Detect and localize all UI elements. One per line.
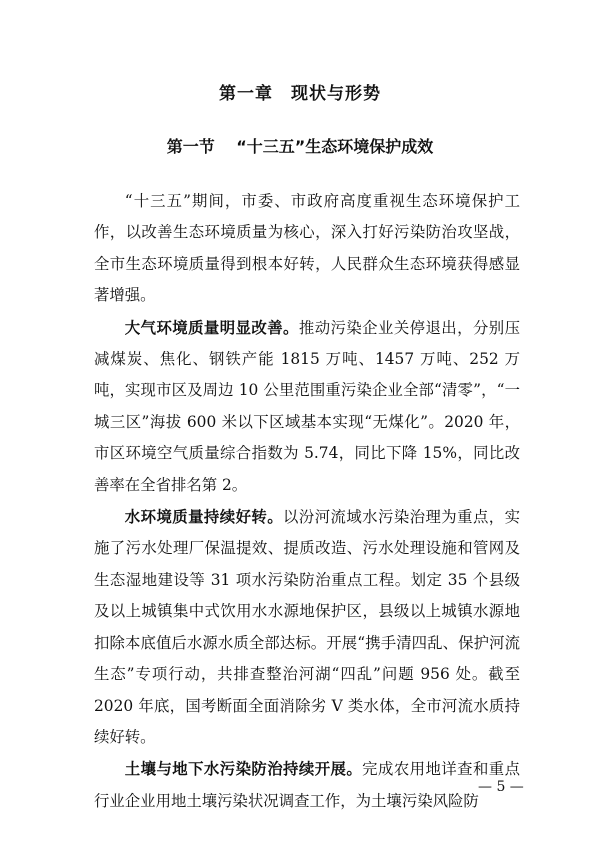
paragraph-air-quality bbox=[94, 313, 520, 501]
paragraph-text: 完成农用地详查和重点行业企业用地土壤污染状况调查工作，为土壤污染风险防 bbox=[94, 760, 520, 810]
paragraph-text: 推动污染企业关停退出，分别压减煤炭、焦化、钢铁产能 1815 万吨、1457 万吨、252 万吨，实现市区及周边 10 公里范围重污染企业全部“清零”，“一城三区”海拔 600 米以下区域基本实现“无煤化”。2020 年，市区环境空气质量综合指数为 5.74，同比下降 15%，同比改善率在全省排名第 2。 bbox=[94, 318, 520, 494]
paragraph-intro bbox=[94, 186, 520, 312]
paragraph-lead: 水环境质量持续好转。 bbox=[124, 508, 284, 527]
paragraph-text: 以汾河流域水污染治理为重点，实施了污水处理厂保温提效、提质改造、污水处理设施和管网及生态湿地建设等 31 项水污染防治重点工程。划定 35 个县级及以上城镇集中式饮用水水源地保护区，县级以上城镇水源地扣除本底值后水源水质全部达标。开展“携手清四乱、保护河流生态”专项行动，共排查整治河湖“四乱”问题 956 处。截至 2020 年底，国考断面全面消除劣 V 类水体，全市河流水质持续好转。 bbox=[94, 508, 520, 746]
body-text bbox=[94, 186, 520, 817]
chapter-title: 第一章 现状与形势 bbox=[219, 84, 381, 104]
paragraph-water-quality bbox=[94, 502, 520, 753]
paragraph-soil-groundwater bbox=[94, 754, 520, 817]
paragraph-lead: 大气环境质量明显改善。 bbox=[124, 318, 299, 337]
paragraph-text: “十三五”期间，市委、市政府高度重视生态环境保护工作，以改善生态环境质量为核心，深入打好污染防治攻坚战，全市生态环境质量得到根本好转，人民群众生态环境获得感显著增强。 bbox=[94, 192, 520, 305]
section-title: 第一节 “十三五”生态环境保护成效 bbox=[166, 137, 434, 156]
page-number: — 5 — bbox=[478, 779, 524, 795]
paragraph-lead: 土壤与地下水污染防治持续开展。 bbox=[124, 760, 363, 779]
